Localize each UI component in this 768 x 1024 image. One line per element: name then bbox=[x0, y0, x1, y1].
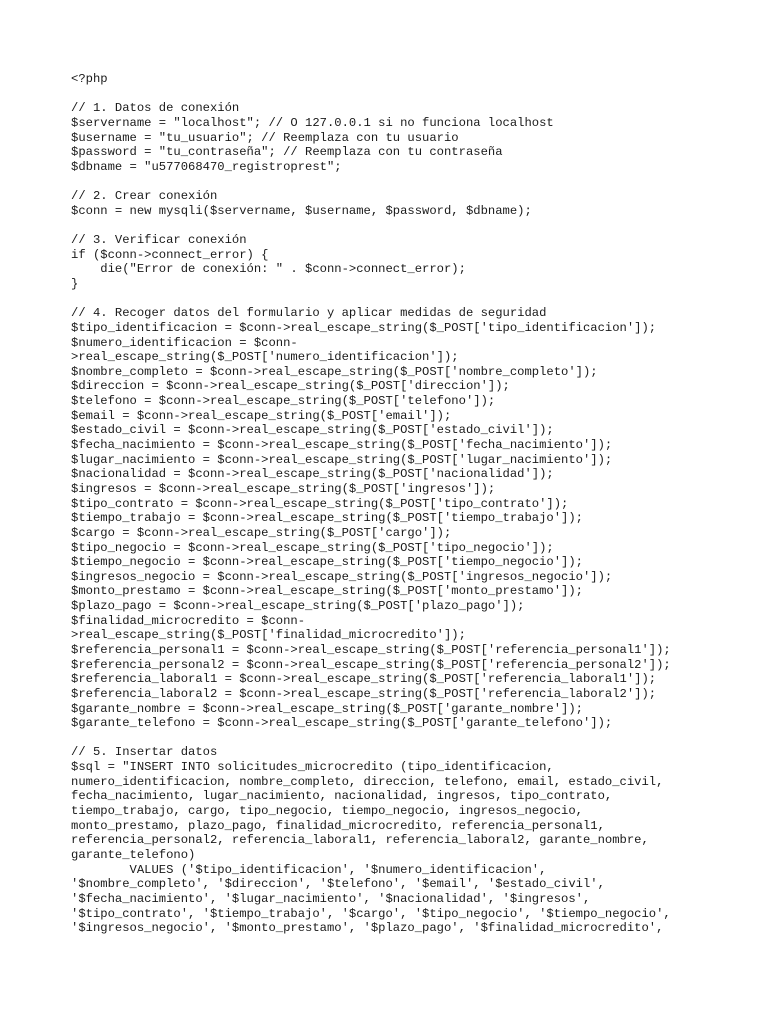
code-line: $tipo_identificacion = $conn->real_escape_string($_POST['tipo_identificacion']); bbox=[71, 320, 657, 335]
code-line: $nacionalidad = $conn->real_escape_string($_POST['nacionalidad']); bbox=[71, 467, 554, 482]
code-line: $direccion = $conn->real_escape_string($_POST['direccion']); bbox=[71, 379, 510, 394]
code-line: $dbname = "u577068470_registroprest"; bbox=[71, 159, 342, 174]
code-line: monto_prestamo, plazo_pago, finalidad_microcredito, referencia_personal1, bbox=[71, 818, 605, 833]
code-line: '$nombre_completo', '$direccion', '$telefono', '$email', '$estado_civil', bbox=[71, 877, 605, 892]
code-line: } bbox=[71, 276, 79, 291]
code-line: garante_telefono) bbox=[71, 847, 196, 862]
code-line: // 3. Verificar conexión bbox=[71, 233, 247, 248]
code-line: $tipo_negocio = $conn->real_escape_string($_POST['tipo_negocio']); bbox=[71, 540, 554, 555]
blank-line bbox=[71, 731, 761, 746]
code-line: $username = "tu_usuario"; // Reemplaza con tu usuario bbox=[71, 130, 459, 145]
code-line: <?php bbox=[71, 72, 108, 86]
code-line: $email = $conn->real_escape_string($_POST['email']); bbox=[71, 408, 452, 423]
code-line: $numero_identificacion = $conn- bbox=[71, 335, 298, 350]
code-line: $servername = "localhost"; // O 127.0.0.1 si no funciona localhost bbox=[71, 115, 554, 130]
code-line: '$tipo_contrato', '$tiempo_trabajo', '$cargo', '$tipo_negocio', '$tiempo_negocio', bbox=[71, 906, 671, 921]
code-line: // 5. Insertar datos bbox=[71, 745, 218, 760]
code-line: // 4. Recoger datos del formulario y aplicar medidas de seguridad bbox=[71, 306, 547, 321]
code-line: $password = "tu_contraseña"; // Reemplaza con tu contraseña bbox=[71, 145, 503, 160]
code-line: $tipo_contrato = $conn->real_escape_string($_POST['tipo_contrato']); bbox=[71, 496, 569, 511]
code-line: // 2. Crear conexión bbox=[71, 189, 218, 204]
code-line: '$ingresos_negocio', '$monto_prestamo', '$plazo_pago', '$finalidad_microcredito', bbox=[71, 921, 664, 936]
code-line: $plazo_pago = $conn->real_escape_string($_POST['plazo_pago']); bbox=[71, 599, 525, 614]
code-line: $tiempo_trabajo = $conn->real_escape_string($_POST['tiempo_trabajo']); bbox=[71, 511, 583, 526]
code-line: $nombre_completo = $conn->real_escape_string($_POST['nombre_completo']); bbox=[71, 364, 598, 379]
code-line: numero_identificacion, nombre_completo, direccion, telefono, email, estado_civil, bbox=[71, 774, 664, 789]
code-line: $referencia_personal1 = $conn->real_escape_string($_POST['referencia_personal1']); bbox=[71, 642, 671, 657]
code-line: // 1. Datos de conexión bbox=[71, 101, 240, 116]
code-line: die("Error de conexión: " . $conn->connect_error); bbox=[71, 262, 466, 277]
code-line: fecha_nacimiento, lugar_nacimiento, nacionalidad, ingresos, tipo_contrato, bbox=[71, 789, 613, 804]
code-line: $ingresos = $conn->real_escape_string($_POST['ingresos']); bbox=[71, 481, 496, 496]
code-line: $garante_telefono = $conn->real_escape_string($_POST['garante_telefono']); bbox=[71, 716, 613, 731]
code-line: $ingresos_negocio = $conn->real_escape_string($_POST['ingresos_negocio']); bbox=[71, 569, 613, 584]
code-line: $conn = new mysqli($servername, $username, $password, $dbname); bbox=[71, 203, 532, 218]
code-line: referencia_personal2, referencia_laboral1, referencia_laboral2, garante_nombre, bbox=[71, 833, 649, 848]
code-line: VALUES ('$tipo_identificacion', '$numero_identificacion', bbox=[71, 862, 547, 877]
code-line: $garante_nombre = $conn->real_escape_string($_POST['garante_nombre']); bbox=[71, 701, 583, 716]
blank-line bbox=[71, 218, 761, 233]
blank-line bbox=[71, 87, 761, 102]
code-line: $referencia_laboral1 = $conn->real_escape_string($_POST['referencia_laboral1']); bbox=[71, 672, 657, 687]
code-line: $fecha_nacimiento = $conn->real_escape_string($_POST['fecha_nacimiento']); bbox=[71, 438, 613, 453]
php-code-block bbox=[71, 72, 761, 936]
code-line: $finalidad_microcredito = $conn- bbox=[71, 613, 306, 628]
code-line: $referencia_laboral2 = $conn->real_escape_string($_POST['referencia_laboral2']); bbox=[71, 686, 657, 701]
code-line: $monto_prestamo = $conn->real_escape_string($_POST['monto_prestamo']); bbox=[71, 584, 583, 599]
code-line: $tiempo_negocio = $conn->real_escape_string($_POST['tiempo_negocio']); bbox=[71, 555, 583, 570]
code-line: $referencia_personal2 = $conn->real_escape_string($_POST['referencia_personal2']); bbox=[71, 657, 671, 672]
blank-line bbox=[71, 174, 761, 189]
code-line: if ($conn->connect_error) { bbox=[71, 247, 269, 262]
code-line: $sql = "INSERT INTO solicitudes_microcredito (tipo_identificacion, bbox=[71, 760, 554, 775]
code-line: $cargo = $conn->real_escape_string($_POST['cargo']); bbox=[71, 525, 452, 540]
code-line: tiempo_trabajo, cargo, tipo_negocio, tiempo_negocio, ingresos_negocio, bbox=[71, 804, 583, 819]
code-line: '$fecha_nacimiento', '$lugar_nacimiento', '$nacionalidad', '$ingresos', bbox=[71, 891, 591, 906]
code-line: >real_escape_string($_POST['numero_identificacion']); bbox=[71, 350, 459, 365]
code-line: >real_escape_string($_POST['finalidad_microcredito']); bbox=[71, 628, 466, 643]
code-line: $estado_civil = $conn->real_escape_string($_POST['estado_civil']); bbox=[71, 423, 554, 438]
code-line: $lugar_nacimiento = $conn->real_escape_string($_POST['lugar_nacimiento']); bbox=[71, 452, 613, 467]
blank-line bbox=[71, 292, 761, 307]
code-line: $telefono = $conn->real_escape_string($_POST['telefono']); bbox=[71, 394, 496, 409]
